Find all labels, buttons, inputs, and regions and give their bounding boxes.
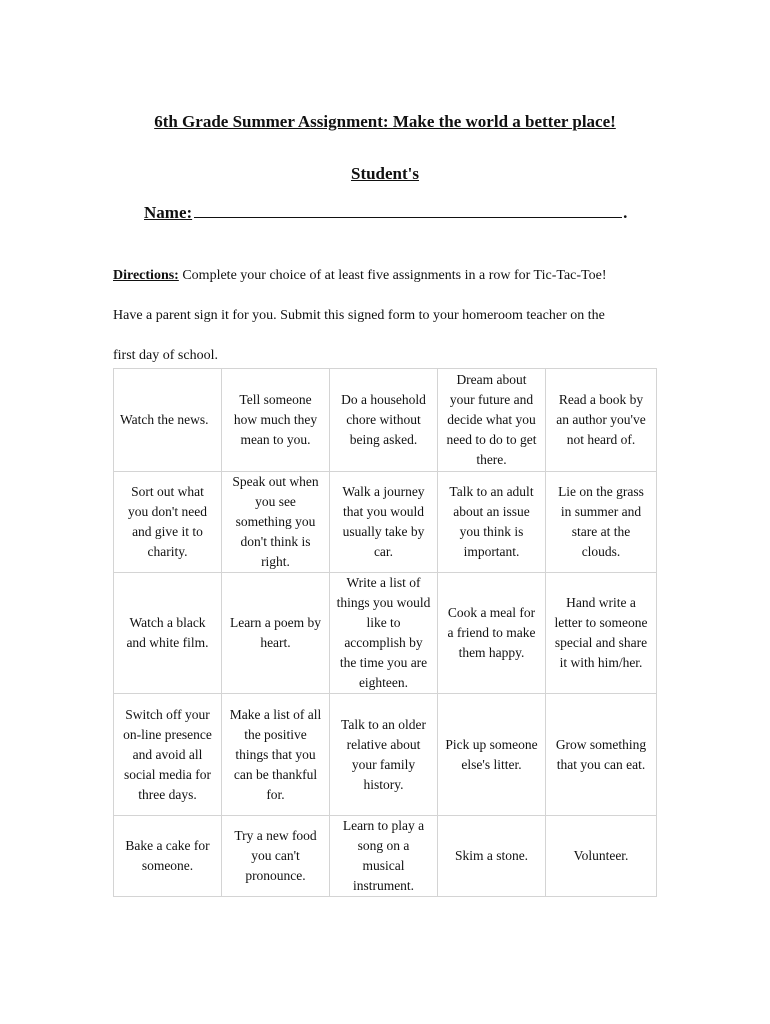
board-cell: Make a list of all the positive things that you can be thankful for. — [222, 694, 330, 816]
board-cell: Talk to an older relative about your family history. — [330, 694, 438, 816]
board-cell: Dream about your future and decide what you need to do to get there. — [438, 369, 546, 472]
board-row — [114, 573, 657, 694]
name-label: Name: — [144, 203, 193, 222]
board-cell: Talk to an adult about an issue you think is important. — [438, 472, 546, 573]
board-cell: Bake a cake for someone. — [114, 816, 222, 897]
board-cell: Try a new food you can't pronounce. — [222, 816, 330, 897]
board-cell: Learn to play a song on a musical instrument. — [330, 816, 438, 897]
board-cell: Cook a meal for a friend to make them happy. — [438, 573, 546, 694]
board-cell: Speak out when you see something you don't think is right. — [222, 472, 330, 573]
tic-tac-toe-board — [113, 368, 657, 897]
board-cell: Watch a black and white film. — [114, 573, 222, 694]
directions-line-3: first day of school. — [113, 348, 218, 363]
board-cell: Sort out what you don't need and give it to charity. — [114, 472, 222, 573]
board-row — [114, 694, 657, 816]
board-cell: Read a book by an author you've not heard of. — [546, 369, 657, 472]
board-cell: Write a list of things you would like to accomplish by the time you are eighteen. — [330, 573, 438, 694]
board-cell: Learn a poem by heart. — [222, 573, 330, 694]
directions-text-1: Complete your choice of at least five assignments in a row for Tic-Tac-Toe! — [178, 268, 607, 283]
board-cell: Walk a journey that you would usually take by car. — [330, 472, 438, 573]
directions-block — [113, 256, 673, 376]
page-title: 6th Grade Summer Assignment: Make the world a better place! — [154, 112, 616, 131]
board-cell: Hand write a letter to someone special and share it with him/her. — [546, 573, 657, 694]
student-name-line — [144, 203, 630, 223]
directions-line-2: Have a parent sign it for you. Submit this signed form to your homeroom teacher on the — [113, 308, 605, 323]
board-cell: Lie on the grass in summer and stare at the clouds. — [546, 472, 657, 573]
board-row — [114, 472, 657, 573]
name-end: . — [623, 203, 628, 222]
board-cell: Skim a stone. — [438, 816, 546, 897]
name-blank — [194, 203, 622, 218]
board-cell: Grow something that you can eat. — [546, 694, 657, 816]
board-cell: Do a household chore without being asked. — [330, 369, 438, 472]
board-row — [114, 369, 657, 472]
board-cell: Tell someone how much they mean to you. — [222, 369, 330, 472]
board-cell: Pick up someone else's litter. — [438, 694, 546, 816]
students-label: Student's — [350, 164, 420, 183]
directions-line-1 — [113, 256, 673, 296]
board-cell: Volunteer. — [546, 816, 657, 897]
board-cell: Watch the news. — [114, 369, 222, 472]
directions-label: Directions: — [113, 268, 179, 283]
board-cell: Switch off your on-line presence and avoid all social media for three days. — [114, 694, 222, 816]
board-row — [114, 816, 657, 897]
